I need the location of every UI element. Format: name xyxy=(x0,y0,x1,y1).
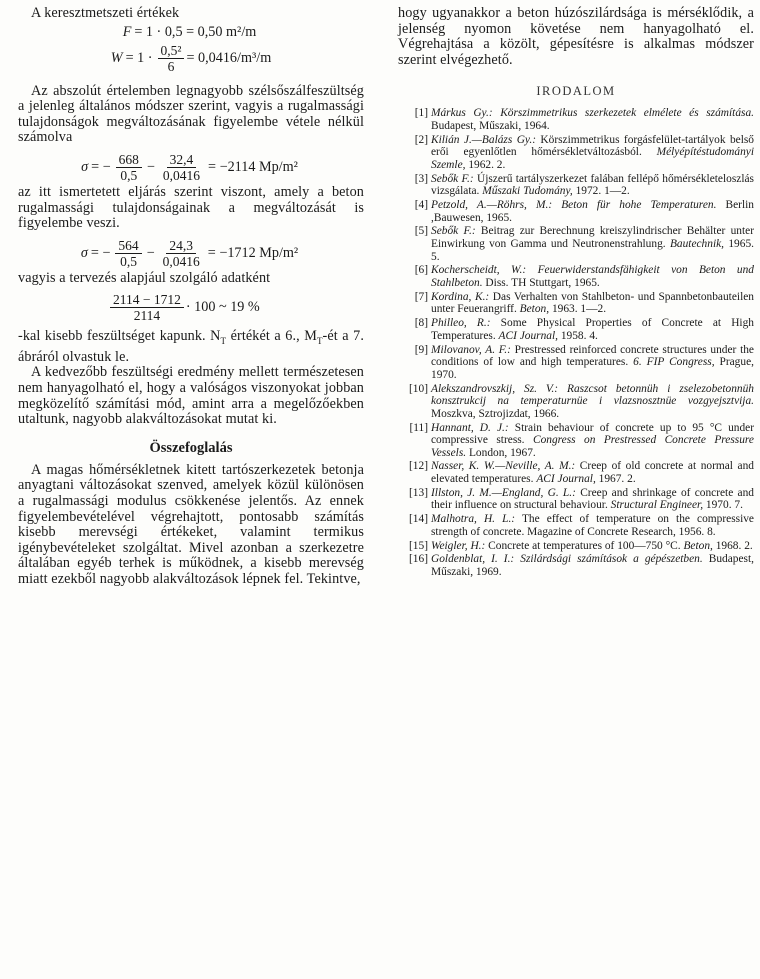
eq-s2-op: − xyxy=(146,244,155,261)
reference-title: Szilárdsági számítások a gépészetben. xyxy=(520,553,703,566)
eq-s2-f2-den: 0,0416 xyxy=(162,253,200,269)
reference-title2: Congress on Prestressed Concrete Pressure Vessels. xyxy=(431,434,754,459)
reference-rest: Creep of old concrete at normal and elevated temperatures. xyxy=(431,460,754,486)
right-column xyxy=(398,6,754,580)
eq-s2-f1-den: 0,5 xyxy=(120,253,137,269)
reference-item xyxy=(398,199,754,224)
reference-text xyxy=(431,540,754,553)
reference-rest2: 1970. 7. xyxy=(703,499,743,512)
summary-title: Összefoglalás xyxy=(149,439,233,456)
reference-rest: Creep and shrinkage of concrete and their influence on structural behaviour. xyxy=(431,486,754,512)
eq-s2-f1-num: 564 xyxy=(115,238,141,254)
equation-F xyxy=(18,24,364,41)
reference-text xyxy=(431,553,754,578)
reference-text xyxy=(431,383,754,421)
reference-author: Kocherscheidt, W.: xyxy=(431,264,527,277)
reference-text xyxy=(431,225,754,263)
eq-s1-fraction-1 xyxy=(116,152,142,183)
reference-title2: Mélyépítéstudományi Szemle, xyxy=(431,146,754,171)
eq-percent-num: 2114 − 1712 xyxy=(110,292,184,308)
eq-W-num: 0,5² xyxy=(158,43,185,59)
reference-item xyxy=(398,513,754,538)
reference-item xyxy=(398,225,754,263)
eq-W-suffix: = 0,0416/m³/m xyxy=(186,49,272,66)
eq-s1-result: = −2114 Mp/m² xyxy=(208,158,298,175)
eq-s1-lhs: σ xyxy=(81,158,89,175)
eq-s1-f1-num: 668 xyxy=(116,152,142,168)
reference-number: [13] xyxy=(409,486,428,499)
reference-author: Sebők F.: xyxy=(431,225,476,238)
reference-author: Milovanov, A. F.: xyxy=(431,343,511,356)
reference-rest: Das Verhalten von Stahlbeton- und Spannbetonbauteilen unter Feuerangriff. xyxy=(431,290,754,316)
reference-number: [9] xyxy=(414,343,428,356)
reference-item xyxy=(398,291,754,316)
reference-item xyxy=(398,422,754,460)
reference-item xyxy=(398,460,754,485)
reference-number: [4] xyxy=(414,199,428,212)
reference-number: [15] xyxy=(409,539,428,552)
eq-W-fraction xyxy=(158,43,185,74)
reference-author: Hannant, D. J.: xyxy=(431,421,509,434)
eq-s2-result: = −1712 Mp/m² xyxy=(207,244,299,261)
reference-author: Petzold, A.—Röhrs, M.: xyxy=(431,199,553,212)
smaller-stress-mid: értékét a 6., M xyxy=(226,328,317,345)
reference-number: [10] xyxy=(409,382,428,395)
eq-s1-f2-den: 0,0416 xyxy=(162,167,201,183)
reference-rest: Budapest, Műszaki, 1969. xyxy=(431,553,754,578)
reference-rest: Újszerű tartályszerkezet falában fellépő hőmérsékleteloszlás vizsgálata. xyxy=(431,172,754,198)
reference-number: [6] xyxy=(414,264,428,277)
reference-title2: Műszaki Tudomány, xyxy=(482,185,573,198)
reference-author: Philleo, R.: xyxy=(431,317,491,330)
smaller-stress-sub2: T xyxy=(316,336,323,347)
reference-title2: Beton, xyxy=(683,539,713,552)
reference-item xyxy=(398,540,754,553)
reference-number: [7] xyxy=(414,290,428,303)
reference-author: Márkus Gy.: xyxy=(431,107,493,120)
reference-rest: Concrete at temperatures of 100—750 °C. xyxy=(485,539,684,552)
reference-item xyxy=(398,344,754,382)
paragraph-favorable: A kedvezőbb feszültségi eredmény mellett természetesen nem hanyagolható el, hogy a valóságos viszonyokat jobban megközelítő számítási mód, amint arra a megelőzőekben utaltunk, nagyobb alakváltozásokat mutat ki. xyxy=(18,364,364,428)
paragraph-continuation: hogy ugyanakkor a beton húzószilárdsága is mérséklődik, a jelenség nyomon követése nem hanyagolható el. Végrehajtása a közölt, gépesítésre is alkalmas módszer szerint elvégezhető. xyxy=(398,5,754,68)
reference-number: [11] xyxy=(409,421,428,434)
eq-s2-f2-num: 24,3 xyxy=(166,238,196,254)
reference-title2: 6. FIP Congress, xyxy=(633,356,715,369)
reference-rest: The effect of temperature on the compressive strength of concrete. Magazine of Concrete Research, 1956. 8. xyxy=(431,513,754,538)
reference-text xyxy=(431,460,754,485)
references-title: IRODALOM xyxy=(536,84,616,99)
reference-rest: Some Physical Properties of Concrete at High Temperatures. xyxy=(431,317,754,342)
reference-item xyxy=(398,487,754,512)
reference-text xyxy=(431,107,754,132)
reference-author: Kordina, K.: xyxy=(431,290,490,303)
eq-W-lhs: W xyxy=(110,49,123,66)
equation-sigma-1 xyxy=(18,152,364,183)
eq-percent-den: 2114 xyxy=(133,308,161,324)
reference-rest2: Prague, 1970. xyxy=(431,356,754,381)
eq-percent-suffix: · 100 ~ 19 % xyxy=(185,299,260,316)
eq-s1-f1-den: 0,5 xyxy=(120,167,138,183)
reference-rest: Strain behaviour of concrete up to 95 °C under compressive stress. xyxy=(431,421,755,447)
reference-author: Kilián J.—Balázs Gy.: xyxy=(431,133,536,146)
reference-item xyxy=(398,134,754,172)
eq-s1-f2-num: 32,4 xyxy=(167,152,197,168)
reference-number: [3] xyxy=(414,172,428,185)
reference-rest2: 1962. 2. xyxy=(465,158,506,171)
reference-author: Nasser, K. W.—Neville, A. M.: xyxy=(431,460,576,473)
reference-number: [12] xyxy=(409,460,428,473)
reference-title2: ACI Journal, xyxy=(536,473,596,486)
reference-text xyxy=(431,422,754,460)
paragraph-summary: A magas hőmérsékletnek kitett tartószerkezetek betonja anyagtani változásokat szenved, amelyek közül különösen a rugalmassági modulus csökkenése jelentős. Az ennek figyelembevételével végrehajtott, pontosabb számítás kisebb merevségi értékeket, valamint termikus igénybevételeket szolgáltat. Mivel azonban a szerkezetre általában egyéb terhek is működnek, a kisebb merevség miatt ezekből nagyobb alakváltozások lépnek fel. Tekintve, xyxy=(18,461,364,587)
eq-F-lhs: F xyxy=(122,23,132,40)
reference-title2: Structural Engineer, xyxy=(610,499,704,512)
reference-rest2: 1972. 1—2. xyxy=(572,185,630,198)
reference-title2: Bautechnik, xyxy=(669,238,725,251)
reference-rest: Beitrag zur Berechnung kreiszylindrischer Behälter unter Einwirkung von Gamma und Neutronenstrahlung. xyxy=(431,225,754,251)
reference-author: Goldenblat, I. I.: xyxy=(431,553,515,566)
reference-rest2: London, 1967. xyxy=(466,446,536,459)
reference-author: Weigler, H.: xyxy=(431,539,486,552)
paragraph-design-basis: vagyis a tervezés alapjául szolgáló adatként xyxy=(18,269,271,286)
reference-number: [5] xyxy=(414,225,428,238)
reference-item xyxy=(398,264,754,289)
reference-rest2: 1965. 5. xyxy=(431,238,754,263)
smaller-stress-end: -ét a 7. ábráról olvastuk le. xyxy=(18,328,364,365)
reference-text xyxy=(431,487,754,512)
reference-rest: Prestressed reinforced concrete structures under the conditions of low and high temperatures. xyxy=(431,343,754,369)
reference-text xyxy=(431,173,754,198)
reference-text xyxy=(431,199,754,224)
paragraph-extreme-stress: Az abszolút értelemben legnagyobb szélsőszálfeszültség a jelenleg általános módszer szerint, vagyis a rugalmassági tulajdonságok megváltozásának figyelembe vétele nélkül számolva xyxy=(18,82,364,146)
eq-F-expr: = 1 · 0,5 = 0,50 m²/m xyxy=(134,23,257,40)
reference-number: [2] xyxy=(414,133,428,146)
paragraph-smaller-stress xyxy=(18,329,364,365)
left-column xyxy=(18,6,364,587)
reference-rest: Diss. TH Stuttgart, 1965. xyxy=(482,277,600,290)
reference-author: Alekszandrovszkij, Sz. V.: xyxy=(431,382,559,395)
cross-section-intro: A keresztmetszeti értékek xyxy=(31,5,180,21)
reference-author: Illston, J. M.—England, G. L.: xyxy=(431,486,576,499)
reference-title: Körszimmetrikus szerkezetek elmélete és számítása. xyxy=(500,107,754,120)
eq-s1-op: − xyxy=(146,158,155,175)
reference-text xyxy=(431,264,754,289)
references-list xyxy=(398,107,754,578)
reference-title: Beton für hohe Temperaturen. xyxy=(561,199,717,212)
smaller-stress-start: -kal kisebb feszültséget kapunk. N xyxy=(18,328,221,345)
reference-rest2: 1967. 2. xyxy=(595,473,636,486)
equation-sigma-2 xyxy=(18,238,364,269)
reference-item xyxy=(398,107,754,132)
eq-s2-fraction-2 xyxy=(160,238,203,269)
reference-text xyxy=(431,317,754,342)
eq-W-den: 6 xyxy=(167,58,175,74)
equation-percent xyxy=(18,292,364,323)
reference-item xyxy=(398,553,754,578)
reference-text xyxy=(431,134,754,172)
reference-item xyxy=(398,317,754,342)
reference-item xyxy=(398,173,754,198)
reference-rest2: 1968. 2. xyxy=(712,539,753,552)
reference-author: Malhotra, H. L.: xyxy=(431,513,516,526)
reference-text xyxy=(431,344,754,382)
paragraph-here-method: az itt ismertetett eljárás szerint viszont, amely a beton rugalmassági tulajdonságainak a megváltozását is figyelembe veszi. xyxy=(18,183,364,232)
reference-title: Feuerwiderstandsfähigkeit von Beton und Stahlbeton. xyxy=(431,264,755,290)
reference-rest: Moszkva, Sztrojizdat, 1966. xyxy=(431,407,560,420)
reference-number: [16] xyxy=(409,553,428,566)
reference-rest2: 1958. 4. xyxy=(558,329,598,342)
eq-s1-fraction-2 xyxy=(160,152,203,183)
reference-number: [14] xyxy=(409,513,428,526)
eq-percent-fraction xyxy=(110,292,184,323)
reference-item xyxy=(398,383,754,421)
eq-W-prefix: = 1 · xyxy=(125,49,153,66)
eq-s2-fraction-1 xyxy=(115,238,141,269)
eq-s1-sign: = − xyxy=(91,158,111,175)
reference-rest: Körszimmetrikus forgásfelület-tartályok belső erői egyenlőtlen hőmérsékletváltozásból. xyxy=(431,133,754,159)
reference-title2: ACI Journal, xyxy=(498,329,558,342)
reference-number: [8] xyxy=(414,317,428,330)
reference-text xyxy=(431,513,754,538)
reference-rest: Berlin ,Bauwesen, 1965. xyxy=(431,199,754,224)
smaller-stress-sub: T xyxy=(220,336,227,347)
reference-title: Raszcsot betonnüh i zselezobetonnüh konsztrukcij na temperaturnüe i vlazsnosztnüe vozgyejsztvija. xyxy=(431,382,754,408)
reference-rest: Budapest, Műszaki, 1964. xyxy=(431,119,550,132)
reference-author: Sebők F.: xyxy=(431,172,474,185)
reference-number: [1] xyxy=(414,107,428,120)
eq-s2-lhs: σ xyxy=(80,244,88,261)
equation-W xyxy=(18,43,364,74)
reference-title2: Beton, xyxy=(519,303,550,316)
reference-text xyxy=(431,291,754,316)
eq-s2-sign: = − xyxy=(90,244,111,261)
reference-rest2: 1963. 1—2. xyxy=(549,303,607,316)
